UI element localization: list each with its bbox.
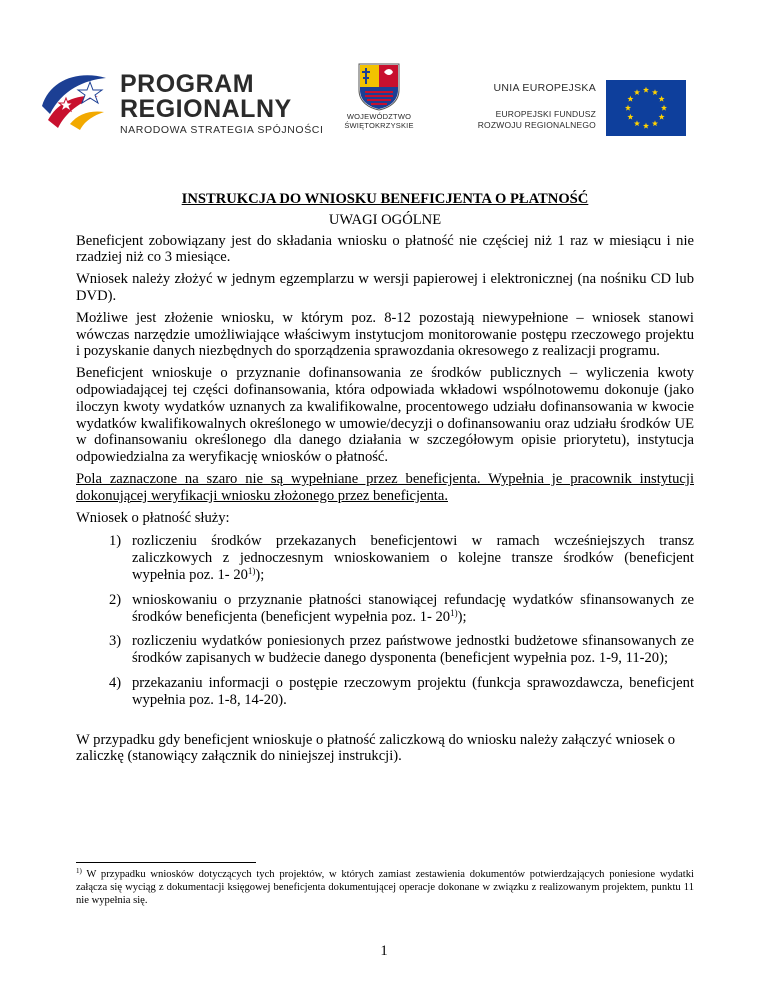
footnote-reference: 1) [247,565,256,576]
footnote-reference: 1) [450,607,458,618]
footnote-marker: 1) [76,867,82,875]
section-heading: UWAGI OGÓLNE [328,211,442,228]
program-logo-line3: NARODOWA STRATEGIA SPÓJNOŚCI [120,124,324,136]
list-item-number: 1) [109,533,122,550]
list-item-text: przekazaniu informacji o postępie rzeczowym projektu (funkcja sprawozdawcza, beneficjent wypełnia poz. 1-8, 14-20). [132,674,694,708]
footnote [76,868,694,907]
list-item-tail: ); [457,608,467,625]
eu-fund-line1: EUROPEJSKI FUNDUSZ [495,109,596,119]
unia-europejska-logo-text [470,82,596,131]
list-item-text: rozliczeniu środków przekazanych beneficjentowi w ramach wcześniejszych transz zaliczkowych z jednoczesnym wnioskowaniem o kolejne transze środków (beneficjent wypełnia poz. 1- 20 [132,533,694,583]
list-item [76,633,694,667]
wojewodztwo-coat-of-arms-icon [357,62,401,112]
wojewodztwo-logo-line1: WOJEWÓDZTWO [346,112,412,121]
footnote-text: W przypadku wniosków dotyczących tych projektów, w których zamiast zestawienia dokumentów potwierdzających poniesione wydatki załącza się wyciąg z dokumentacji księgowej beneficjenta dokumentującej operacje dokonane w związku z realizowanym projektem, punktu 11 nie wypełnia się. [76,869,694,906]
paragraph-monitoring: Możliwe jest złożenie wniosku, w którym poz. 8-12 pozostają niewypełnione – wniosek stanowi wówczas narzędzie umożliwiające właściwym instytucjom monitorowanie postępu rzeczowego projektu i pozyskanie danych niezbędnych do sporządzenia sprawozdania okresowego z realizacji programu. [76,309,694,360]
document-title: INSTRUKCJA DO WNIOSKU BENEFICJENTA O PŁATNOŚĆ [181,191,589,207]
header-logos [0,0,768,150]
wojewodztwo-swietokrzyskie-logo [338,62,420,130]
eu-fund-line2: ROZWOJU REGIONALNEGO [477,120,596,130]
paragraph-cofinancing: Beneficjent wnioskuje o przyznanie dofinansowania ze środków publicznych – wyliczenia kwoty odpowiadającej tej części dofinansowania, która odpowiada wkładowi wspólnotowemu dokonuje (jako iloczyn kwoty wydatków uznanych za kwalifikowalne, procentowego udziału dofinansowania w kwocie wydatków kwalifikowalnych określonego w umowie/decyzji o dofinansowaniu oraz udziału środków UE w dofinansowaniu określonego dla danego działania w szczegółowym opisie priorytetu), instytucja odpowiedzialna za weryfikację wniosków o płatność. [76,365,694,466]
paragraph-grey-fields-note: Pola zaznaczone na szaro nie są wypełniane przez beneficjenta. Wypełnia je pracownik instytucji dokonującej weryfikacji wniosku złożonego przez beneficjenta. [76,470,694,504]
eu-logo-title: UNIA EUROPEJSKA [493,82,596,94]
wojewodztwo-logo-line2: ŚWIĘTOKRZYSKIE [344,121,414,130]
program-regionalny-logo-mark [40,62,114,132]
list-item [76,675,694,709]
program-logo-line2: REGIONALNY [120,95,292,123]
list-item-number: 3) [109,633,122,650]
list-item-text: wnioskowaniu o przyznanie płatności stanowiącej refundację wydatków sfinansowanych ze środków beneficjenta (beneficjent wypełnia poz. 1- 20 [132,591,694,625]
paragraph-copies: Wniosek należy złożyć w jednym egzemplarzu w wersji papierowej i elektronicznej (na nośniku CD lub DVD). [76,271,694,304]
list-item [76,533,694,583]
page-number: 1 [380,943,388,959]
paragraph-advance-payment: W przypadku gdy beneficjent wnioskuje o płatność zaliczkową do wniosku należy załączyć wniosek o zaliczkę (stanowiący załącznik do niniejszej instrukcji). [76,731,676,765]
eu-flag-icon [606,80,686,136]
list-item-number: 2) [109,591,122,608]
list-item-number: 4) [109,674,122,691]
list-item-tail: ); [255,566,265,583]
purpose-list [76,533,694,708]
list-intro: Wniosek o płatność służy: [76,509,230,526]
footnote-separator [76,862,256,863]
program-logo-line1: PROGRAM [120,70,255,98]
paragraph-frequency: Beneficjent zobowiązany jest do składania wniosku o płatność nie częściej niż 1 raz w miesiącu i nie rzadziej niż co 3 miesiące. [76,232,694,266]
program-regionalny-logo-text [120,72,324,137]
list-item-text: rozliczeniu wydatków poniesionych przez państwowe jednostki budżetowe sfinansowanych ze środków zapisanych w budżecie danego dysponenta (beneficjent wypełnia poz. 1-9, 11-20); [132,633,694,667]
document-body [76,191,694,770]
list-item [76,592,694,626]
